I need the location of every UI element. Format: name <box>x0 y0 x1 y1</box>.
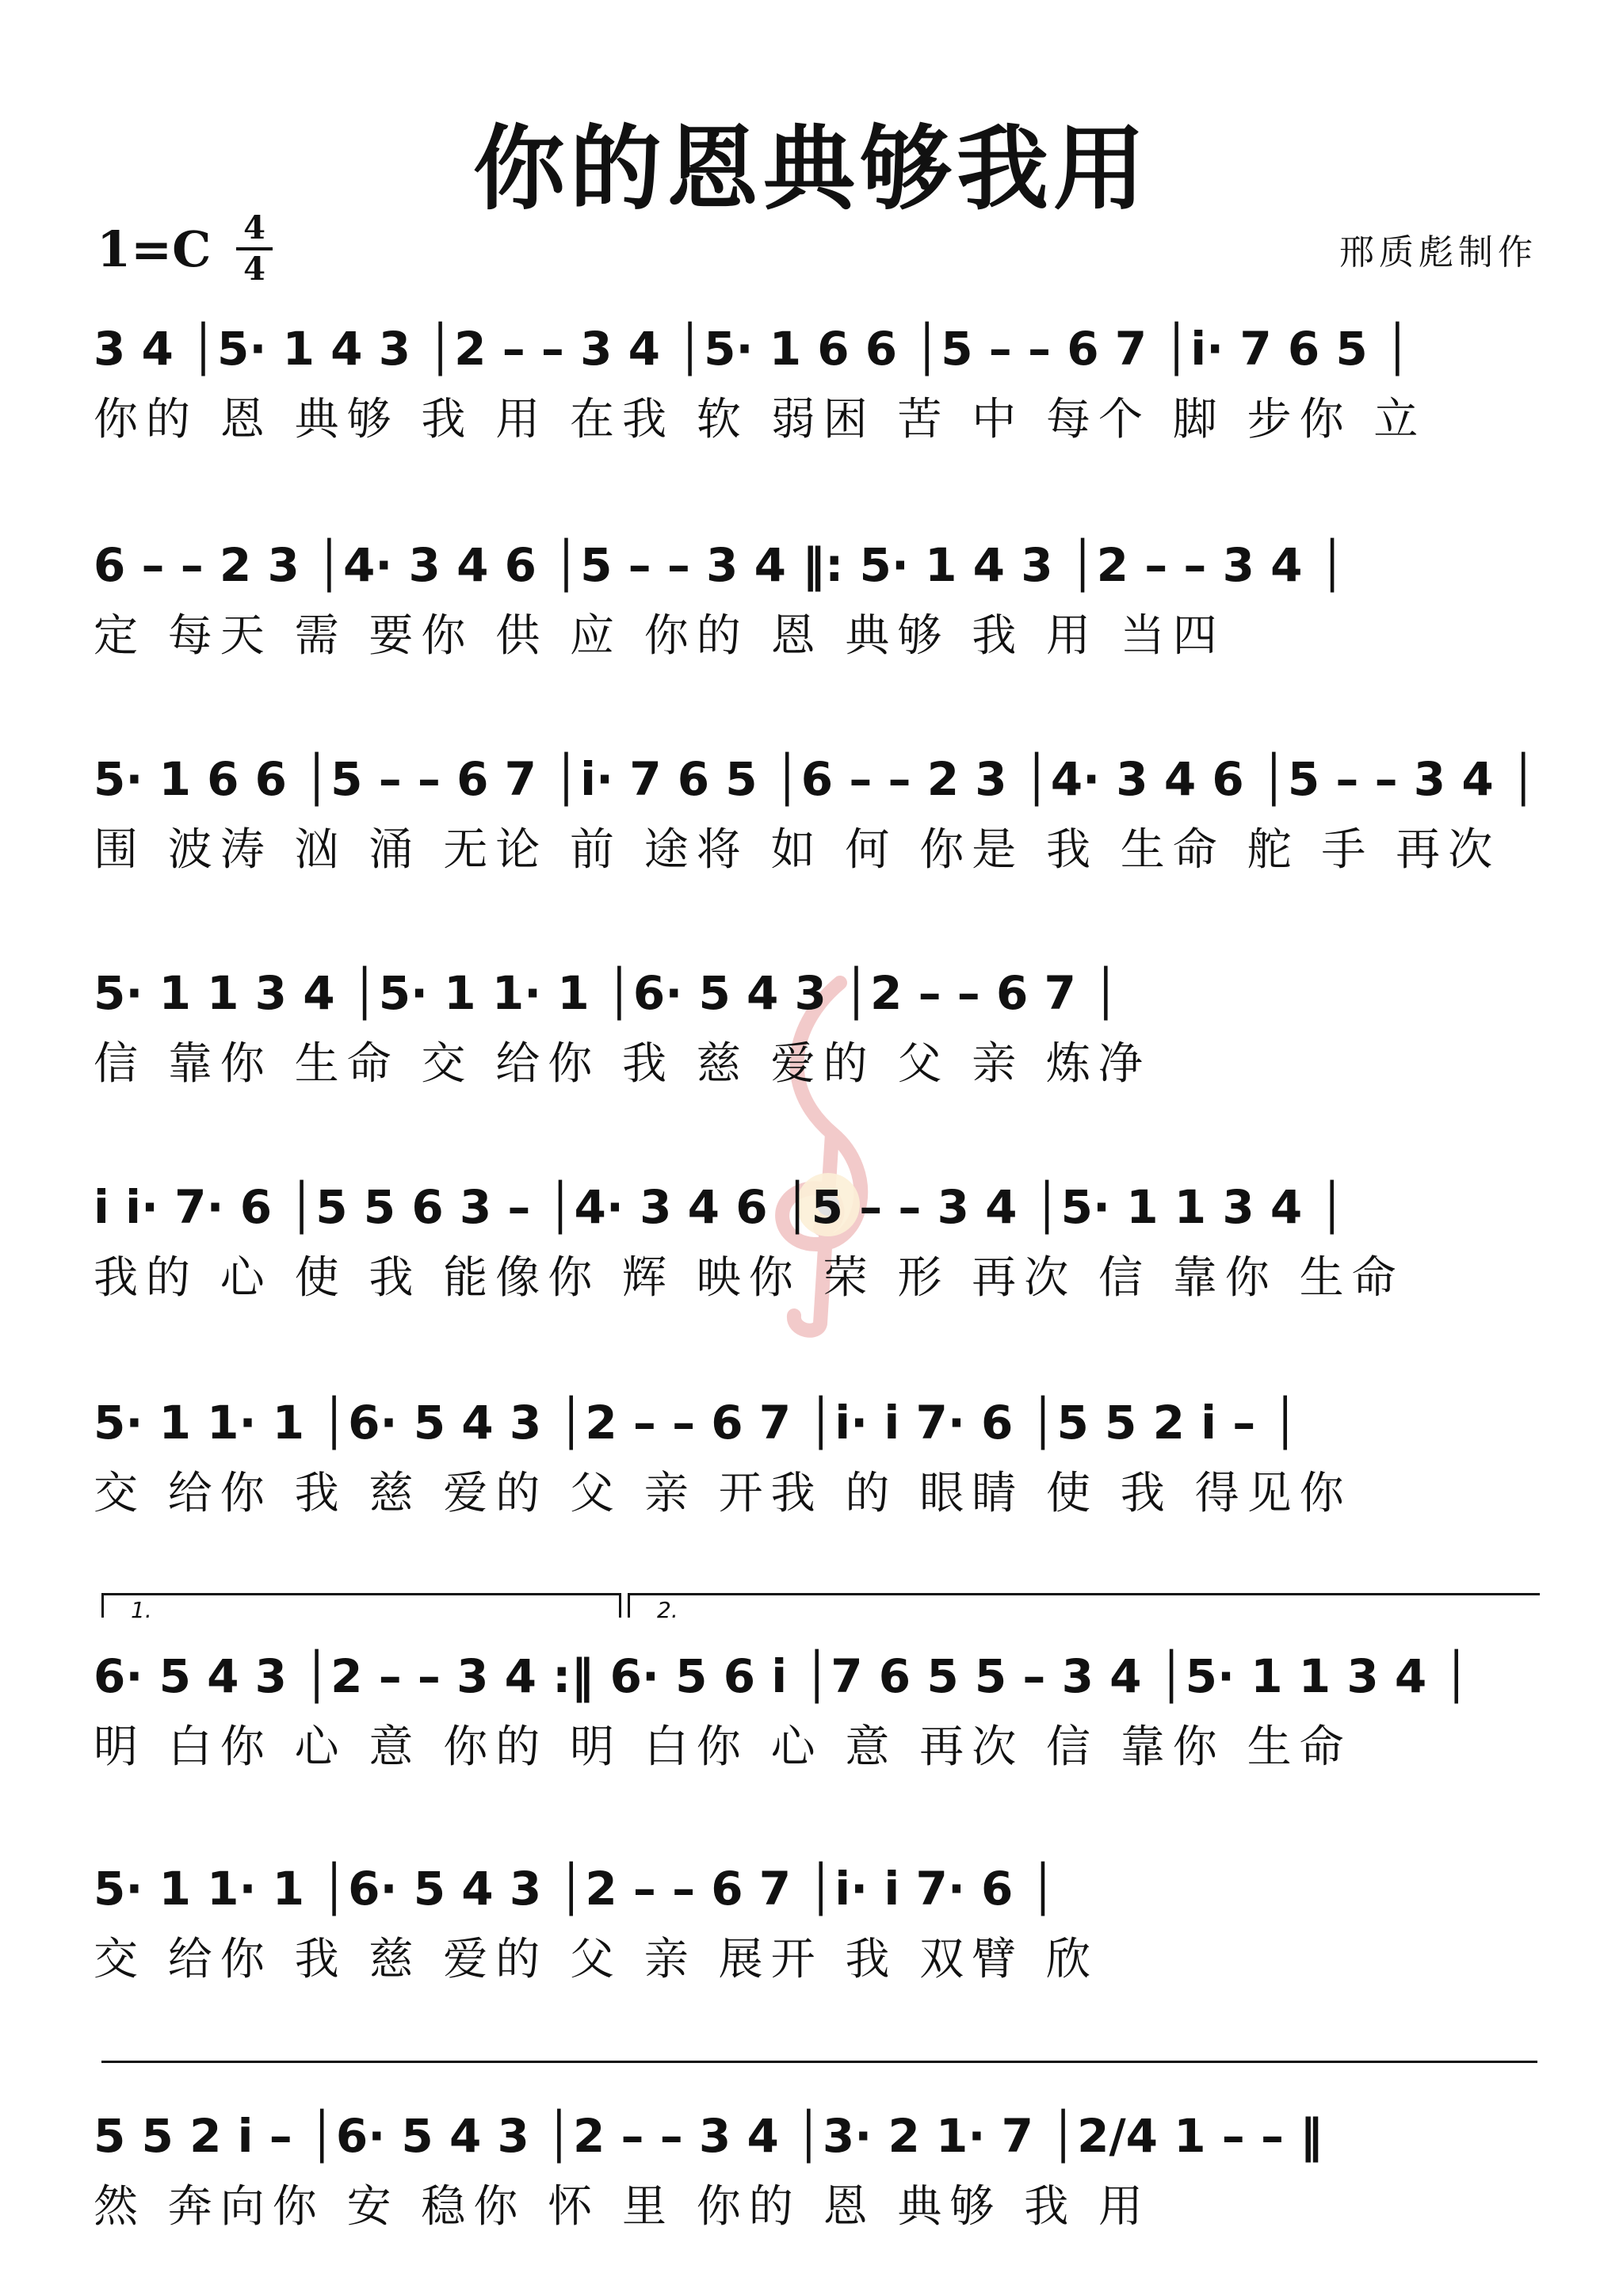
lyrics-line: 信 靠你 生命 交 给你 我 慈 爱的 父 亲 炼净 <box>94 1038 1151 1090</box>
final-slur-line <box>101 2061 1537 2063</box>
notes-line: 5· 1 6 6 │5 – – 6 7 │i· 7 6 5 │6 – – 2 3 │4· 3 4 6 │5 – – 3 4 │ <box>94 752 1537 806</box>
lyrics-line: 我的 心 使 我 能像你 辉 映你 荣 形 再次 信 靠你 生命 <box>94 1252 1404 1304</box>
notes-line: 6· 5 4 3 │2 – – 3 4 :‖ 6· 5 6 i │7 6 5 5 – 3 4 │5· 1 1 3 4 │ <box>94 1649 1471 1703</box>
first-ending-label: 1. <box>131 1597 152 1623</box>
lyrics-line: 围 波涛 汹 涌 无论 前 途将 如 何 你是 我 生命 舵 手 再次 <box>94 824 1501 876</box>
key-signature: 1=C <box>97 220 212 278</box>
lyrics-line: 交 给你 我 慈 爱的 父 亲 开我 的 眼睛 使 我 得见你 <box>94 1468 1352 1519</box>
notes-line: 5 5 2 i – │6· 5 4 3 │2 – – 3 4 │3· 2 1· 7 │2/4 1 – – ‖ <box>94 2109 1323 2163</box>
maker-credit: 邢质彪制作 <box>1339 232 1537 273</box>
notes-line: 6 – – 2 3 │4· 3 4 6 │5 – – 3 4 ‖: 5· 1 4 3 │2 – – 3 4 │ <box>94 538 1346 592</box>
notes-line: 5· 1 1· 1 │6· 5 4 3 │2 – – 6 7 │i· i 7· 6 │5 5 2 i – │ <box>94 1396 1300 1450</box>
meter-top: 4 <box>243 209 265 246</box>
lyrics-line: 定 每天 需 要你 供 应 你的 恩 典够 我 用 当四 <box>94 610 1225 662</box>
lyrics-line: 明 白你 心 意 你的 明 白你 心 意 再次 信 靠你 生命 <box>94 1721 1352 1773</box>
meter-bottom: 4 <box>243 250 265 288</box>
notes-line: 5· 1 1· 1 │6· 5 4 3 │2 – – 6 7 │i· i 7· 6 │ <box>94 1862 1057 1916</box>
notes-line: 5· 1 1 3 4 │5· 1 1· 1 │6· 5 4 3 │2 – – 6 7 │ <box>94 966 1120 1020</box>
second-ending-label: 2. <box>657 1597 678 1623</box>
lyrics-line: 交 给你 我 慈 爱的 父 亲 展开 我 双臂 欣 <box>94 1934 1099 1985</box>
song-title: 你的恩典够我用 <box>473 115 1150 223</box>
time-signature <box>236 209 273 288</box>
notes-line: 3 4 │5· 1 4 3 │2 – – 3 4 │5· 1 6 6 │5 – – 6 7 │i· 7 6 5 │ <box>94 322 1411 376</box>
second-ending-bracket <box>628 1593 1540 1623</box>
first-ending-bracket <box>101 1593 621 1623</box>
lyrics-line: 然 奔向你 安 稳你 怀 里 你的 恩 典够 我 用 <box>94 2181 1151 2233</box>
notes-line: i i· 7· 6 │5 5 6 3 – │4· 3 4 6 │5 – – 3 4 │5· 1 1 3 4 │ <box>94 1180 1346 1234</box>
lyrics-line: 你的 恩 典够 我 用 在我 软 弱困 苦 中 每个 脚 步你 立 <box>94 394 1426 445</box>
